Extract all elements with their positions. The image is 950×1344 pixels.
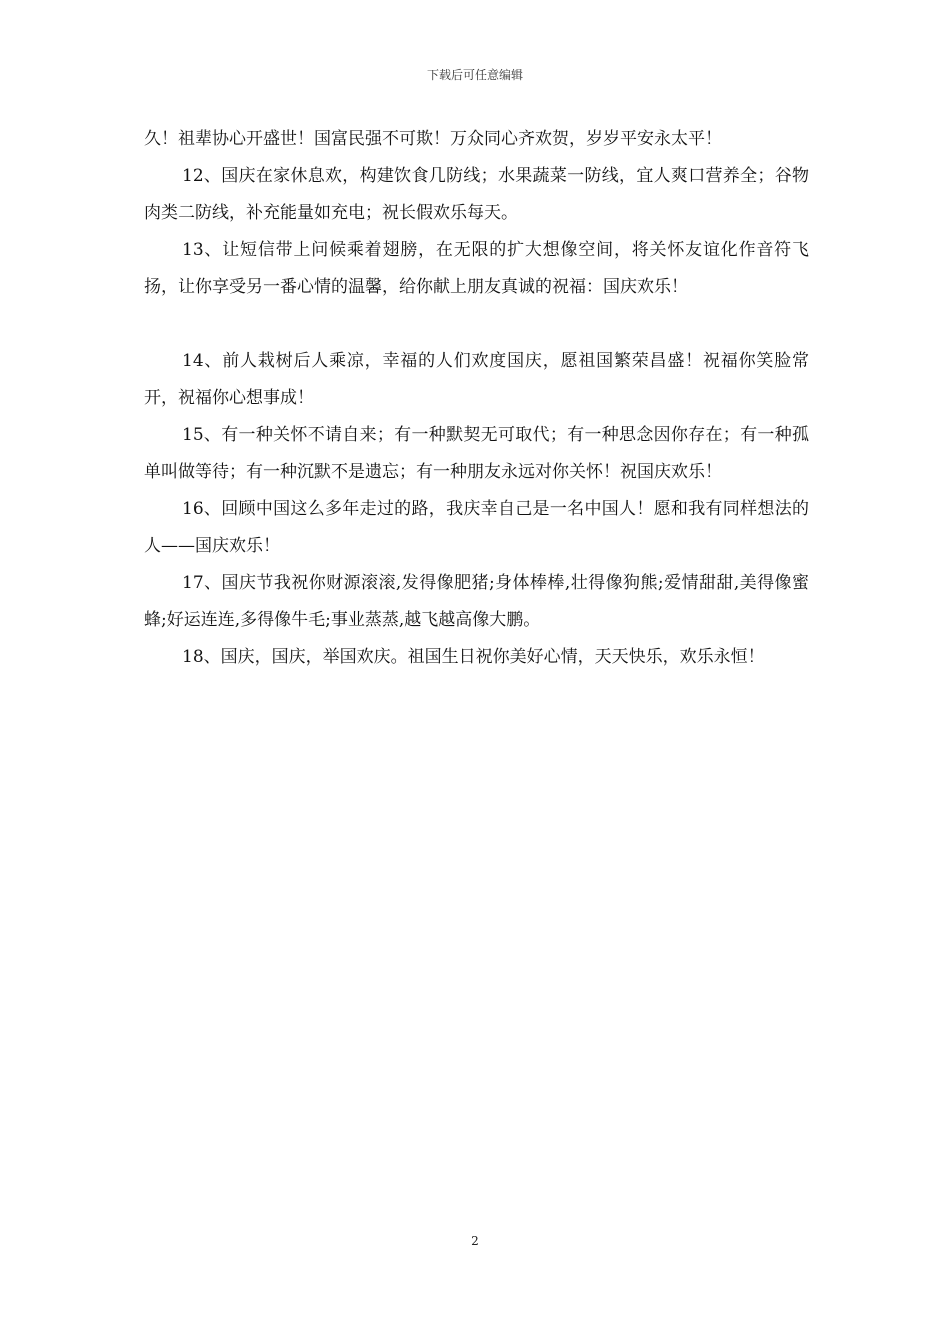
paragraph-13: 13、让短信带上问候乘着翅膀，在无限的扩大想像空间，将关怀友谊化作音符飞扬，让你享受另一番心情的温馨，给你献上朋友真诚的祝福：国庆欢乐！ [144, 240, 809, 297]
page-header: 下载后可任意编辑 [426, 68, 523, 82]
paragraph-14: 14、前人栽树后人乘凉，幸福的人们欢度国庆，愿祖国繁荣昌盛！祝福你笑脸常开，祝福你心想事成！ [144, 351, 809, 408]
paragraph-17: 17、国庆节我祝你财源滚滚,发得像肥猪;身体棒棒,壮得像狗熊;爱情甜甜,美得像蜜蜂;好运连连,多得像牛毛;事业蒸蒸,越飞越高像大鹏。 [144, 573, 809, 630]
paragraph-16: 16、回顾中国这么多年走过的路，我庆幸自己是一名中国人！愿和我有同样想法的人——国庆欢乐！ [144, 499, 809, 556]
paragraph-continuation: 久！祖辈协心开盛世！国富民强不可欺！万众同心齐欢贺，岁岁平安永太平！ [144, 129, 722, 149]
paragraph-15: 15、有一种关怀不请自来；有一种默契无可取代；有一种思念因你存在；有一种孤单叫做等待；有一种沉默不是遗忘；有一种朋友永远对你关怀！祝国庆欢乐！ [144, 425, 809, 482]
paragraph-12: 12、国庆在家休息欢，构建饮食几防线；水果蔬菜一防线，宜人爽口营养全；谷物肉类二防线，补充能量如充电；祝长假欢乐每天。 [144, 166, 809, 223]
paragraph-18: 18、国庆，国庆，举国欢庆。祖国生日祝你美好心情，天天快乐，欢乐永恒！ [182, 647, 765, 667]
page-number: 2 [471, 1234, 479, 1248]
document-body [144, 121, 809, 676]
paragraph-gap [144, 306, 809, 343]
